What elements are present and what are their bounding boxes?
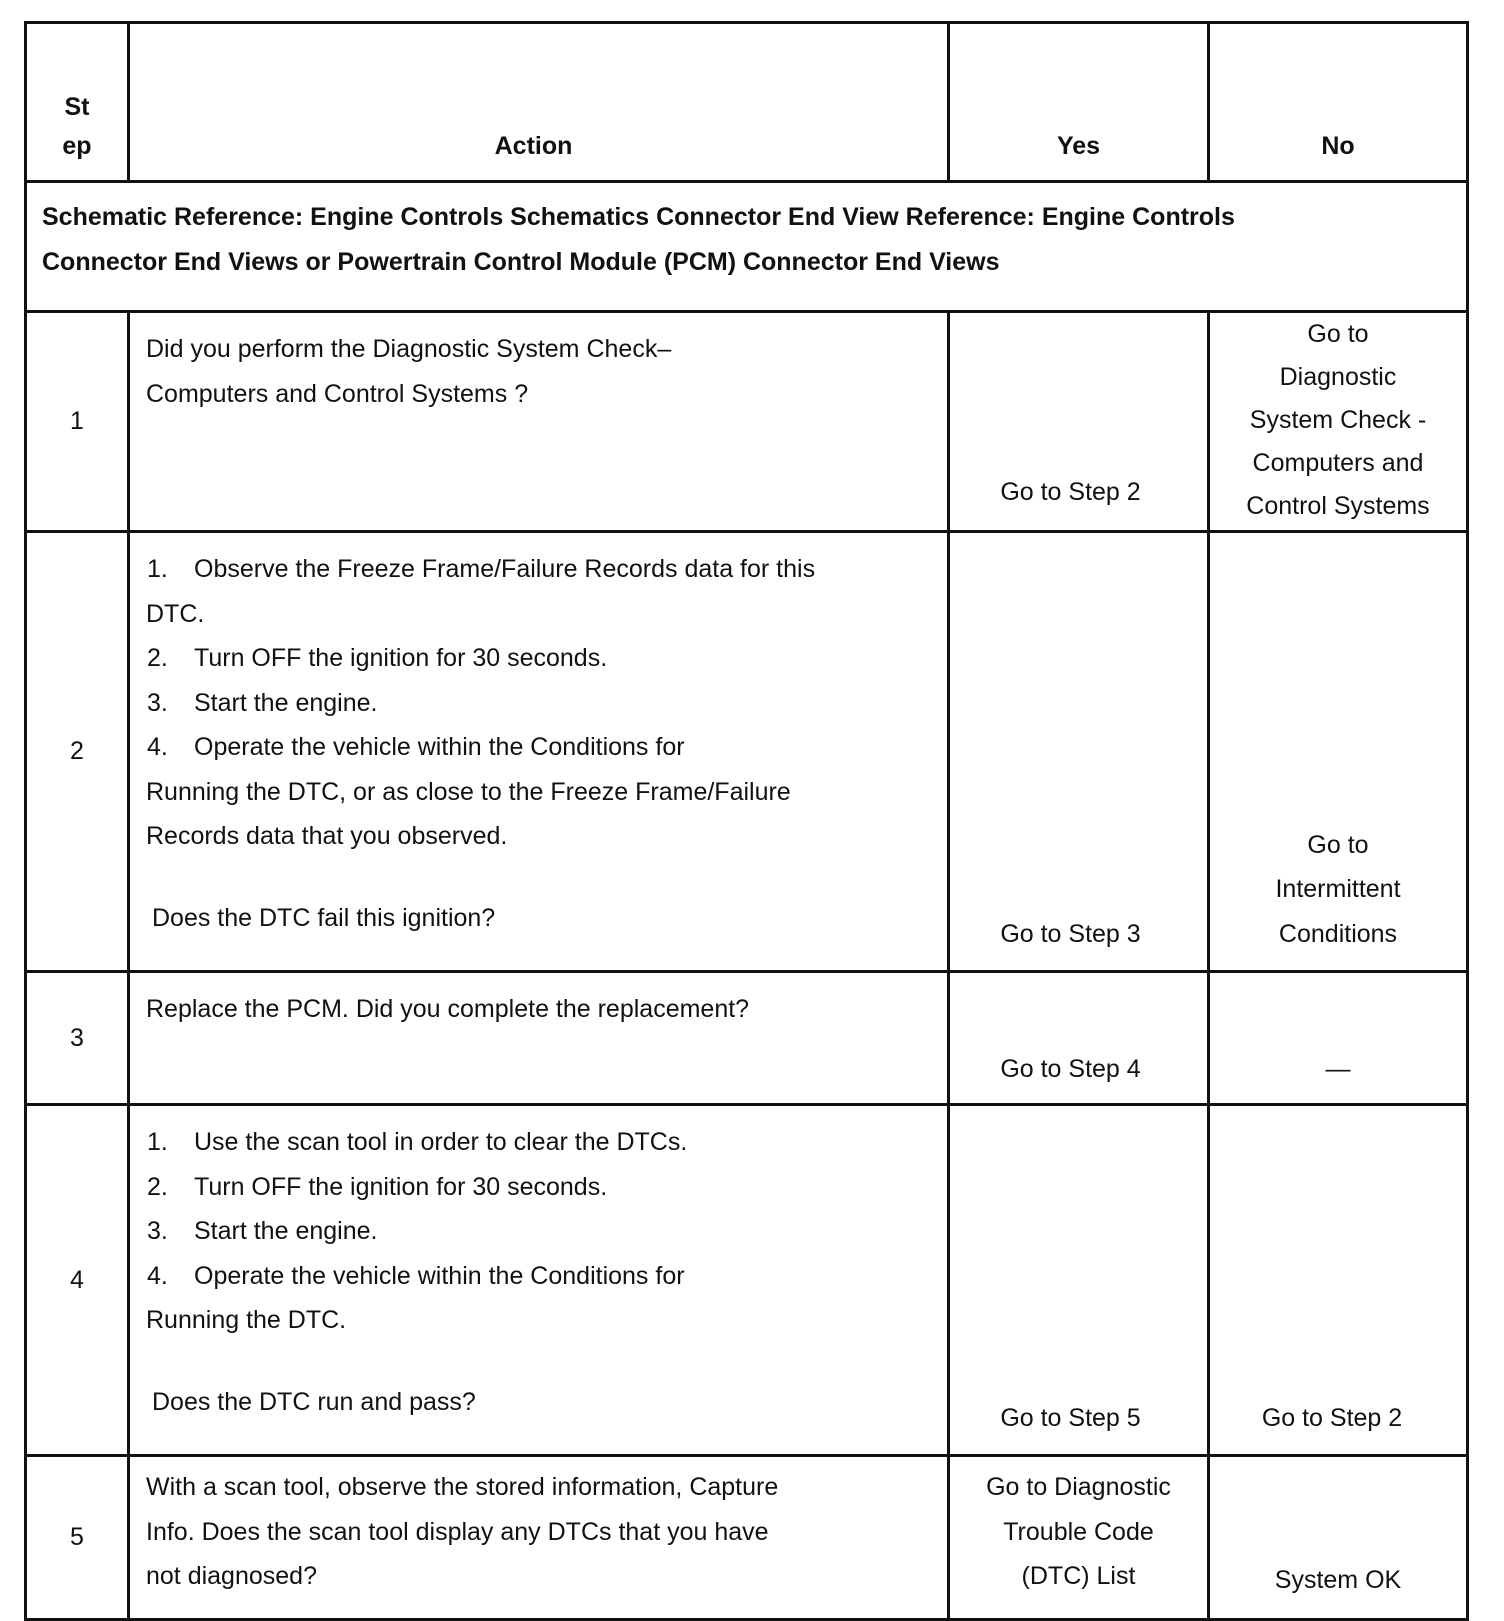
step-action bbox=[129, 312, 949, 532]
no-line[interactable]: Go to bbox=[1307, 830, 1369, 859]
list-item: 4. Operate the vehicle within the Conditions for bbox=[147, 1261, 685, 1290]
reference-line: Connector End Views or Powertrain Control Module (PCM) Connector End Views bbox=[42, 247, 1000, 276]
step-no bbox=[1209, 972, 1468, 1105]
no-line[interactable]: Computers and bbox=[1252, 449, 1424, 477]
header-step bbox=[26, 23, 129, 182]
list-item: 1. Observe the Freeze Frame/Failure Records data for this bbox=[147, 555, 816, 583]
action-text: Replace the PCM. Did you complete the replacement? bbox=[146, 995, 750, 1023]
yes-line[interactable]: (DTC) List bbox=[1021, 1562, 1136, 1590]
diagnostic-table bbox=[24, 21, 1469, 1621]
step-no bbox=[1209, 1105, 1468, 1456]
list-item: DTC. bbox=[146, 599, 205, 628]
step-number: 4 bbox=[26, 1105, 129, 1456]
step-row-5 bbox=[26, 1456, 1468, 1620]
yes-link[interactable]: Go to Step 4 bbox=[1000, 1054, 1141, 1083]
step-action bbox=[129, 1456, 949, 1620]
list-item: Running the DTC. bbox=[146, 1306, 347, 1334]
header-action: Action bbox=[129, 23, 949, 182]
list-item: 2. Turn OFF the ignition for 30 seconds. bbox=[147, 1172, 608, 1201]
list-item: 3. Start the engine. bbox=[147, 1217, 378, 1245]
action-line: not diagnosed? bbox=[146, 1562, 317, 1590]
action-line: Computers and Control Systems ? bbox=[146, 379, 529, 408]
reference-row bbox=[26, 182, 1468, 312]
no-line[interactable]: Intermittent bbox=[1275, 875, 1401, 903]
step-yes bbox=[949, 312, 1209, 532]
header-no: No bbox=[1209, 23, 1468, 182]
list-item: 3. Start the engine. bbox=[147, 688, 378, 717]
action-line: Info. Does the scan tool display any DTCs that you have bbox=[146, 1517, 769, 1546]
header-step-line2: ep bbox=[62, 132, 92, 160]
yes-link[interactable]: Go to Step 5 bbox=[1000, 1403, 1141, 1432]
step-question: Does the DTC run and pass? bbox=[152, 1387, 476, 1416]
no-status: System OK bbox=[1274, 1565, 1402, 1594]
no-dash: — bbox=[1325, 1054, 1351, 1083]
step-action bbox=[129, 532, 949, 972]
yes-line[interactable]: Trouble Code bbox=[1003, 1517, 1154, 1546]
yes-link[interactable]: Go to Step 2 bbox=[1000, 477, 1141, 506]
step-number: 5 bbox=[26, 1456, 129, 1620]
step-yes bbox=[949, 1456, 1209, 1620]
reference-line: Schematic Reference: Engine Controls Schematics Connector End View Reference: Engine Controls bbox=[42, 203, 1235, 231]
step-row-4 bbox=[26, 1105, 1468, 1456]
no-link[interactable]: Go to Step 2 bbox=[1261, 1403, 1403, 1432]
yes-line[interactable]: Go to Diagnostic bbox=[986, 1473, 1171, 1501]
step-row-3 bbox=[26, 972, 1468, 1105]
header-step-line1: St bbox=[64, 93, 90, 121]
step-yes bbox=[949, 972, 1209, 1105]
step-no bbox=[1209, 532, 1468, 972]
action-line: With a scan tool, observe the stored information, Capture bbox=[146, 1473, 779, 1501]
no-line[interactable]: Go to bbox=[1307, 320, 1369, 348]
step-no bbox=[1209, 312, 1468, 532]
no-line[interactable]: Control Systems bbox=[1246, 492, 1430, 520]
step-yes bbox=[949, 532, 1209, 972]
step-yes bbox=[949, 1105, 1209, 1456]
action-line: Did you perform the Diagnostic System Check– bbox=[146, 335, 672, 363]
no-line[interactable]: Conditions bbox=[1278, 919, 1398, 948]
step-row-2 bbox=[26, 532, 1468, 972]
list-item: 4. Operate the vehicle within the Conditions for bbox=[147, 733, 685, 761]
step-number: 1 bbox=[26, 312, 129, 532]
schematic-reference bbox=[26, 182, 1468, 312]
no-line[interactable]: Diagnostic bbox=[1279, 363, 1397, 391]
header-yes: Yes bbox=[949, 23, 1209, 182]
list-item: 1. Use the scan tool in order to clear the DTCs. bbox=[147, 1128, 688, 1156]
list-item: Records data that you observed. bbox=[146, 822, 508, 850]
step-number: 3 bbox=[26, 972, 129, 1105]
step-action bbox=[129, 1105, 949, 1456]
yes-link[interactable]: Go to Step 3 bbox=[1000, 919, 1141, 948]
list-item: Running the DTC, or as close to the Freeze Frame/Failure bbox=[146, 777, 791, 806]
header-row bbox=[26, 23, 1468, 182]
step-question: Does the DTC fail this ignition? bbox=[152, 903, 496, 932]
step-number: 2 bbox=[26, 532, 129, 972]
list-item: 2. Turn OFF the ignition for 30 seconds. bbox=[147, 644, 608, 672]
step-no bbox=[1209, 1456, 1468, 1620]
step-row-1 bbox=[26, 312, 1468, 532]
no-line[interactable]: System Check - bbox=[1249, 406, 1427, 434]
step-action bbox=[129, 972, 949, 1105]
